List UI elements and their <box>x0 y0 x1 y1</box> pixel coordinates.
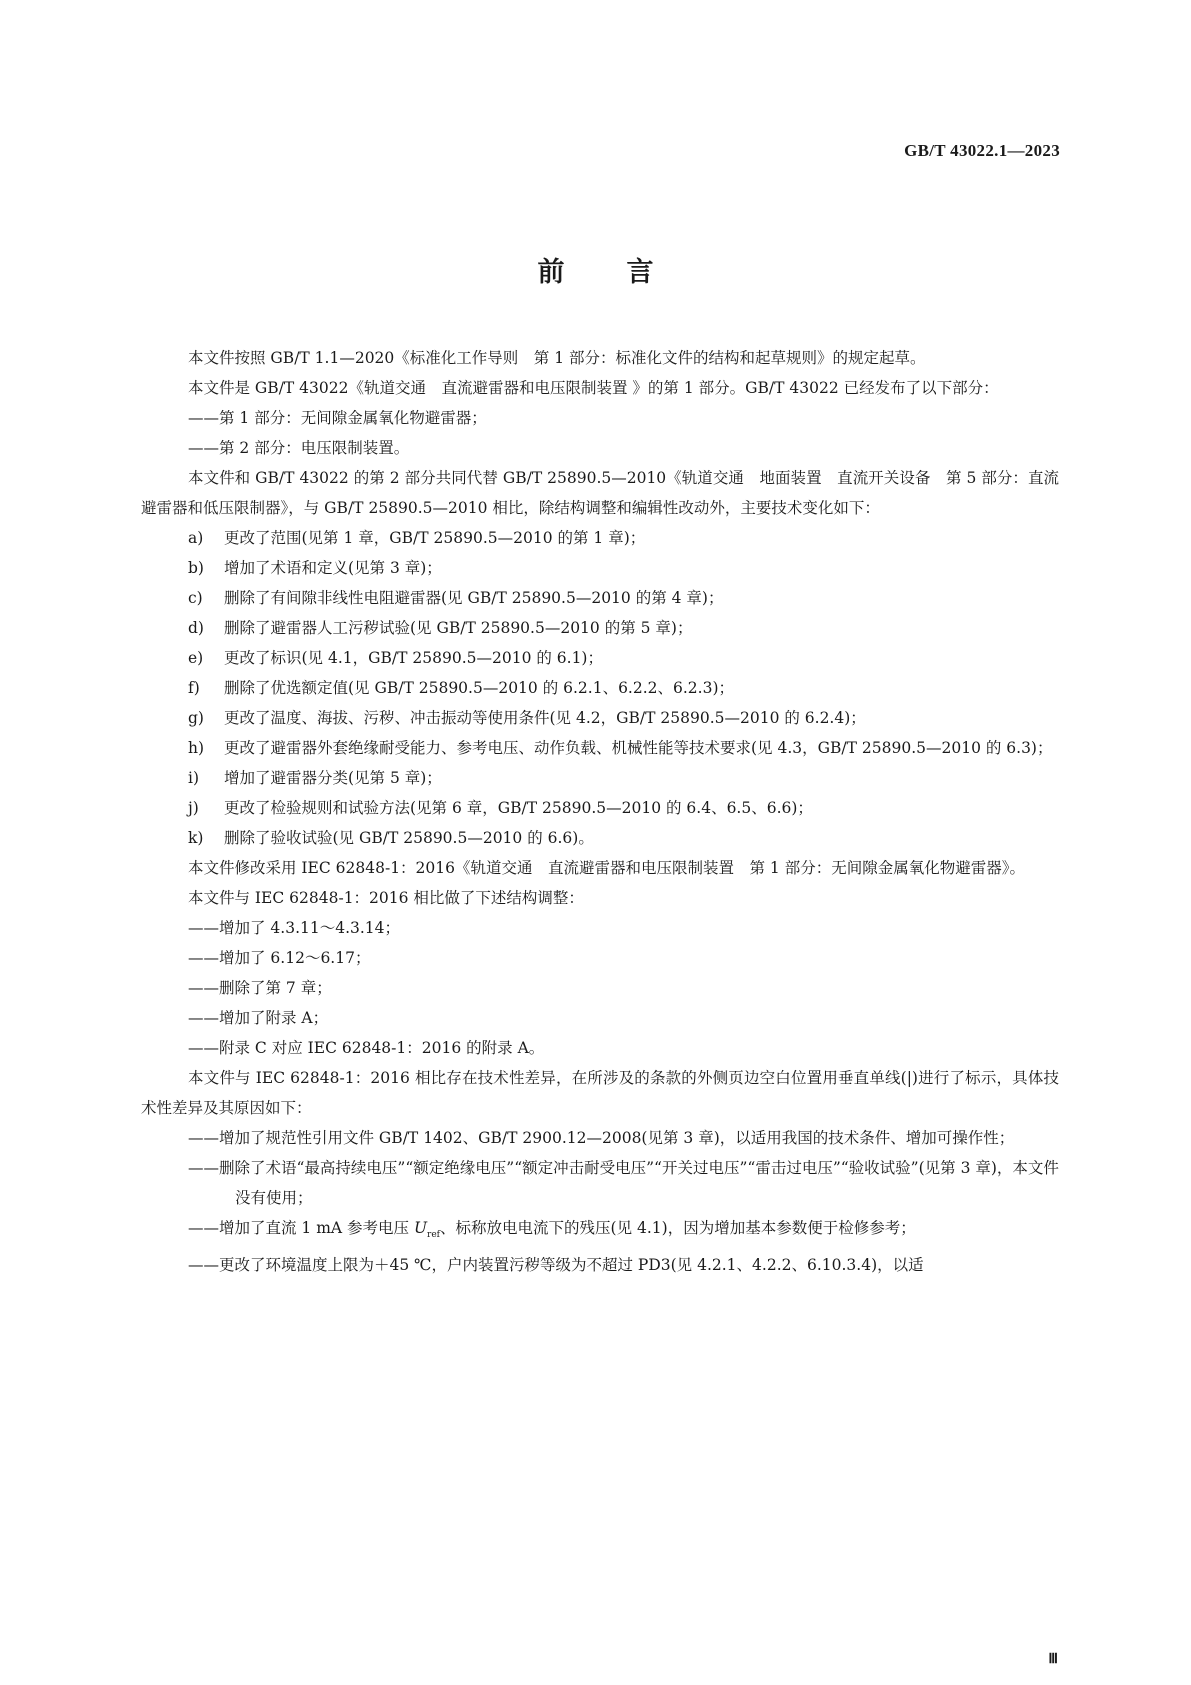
dash-mark: —— <box>188 1009 219 1027</box>
list-item-text: 删除了第 7 章； <box>219 979 332 997</box>
dash-mark: —— <box>188 919 219 937</box>
list-item <box>141 763 1059 793</box>
list-item-text: 增加了直流 1 mA 参考电压 <box>219 1219 414 1237</box>
list-item-text: 第 2 部分：电压限制装置。 <box>219 439 410 457</box>
paragraph: 本文件和 GB/T 43022 的第 2 部分共同代替 GB/T 25890.5—2010《轨道交通 地面装置 直流开关设备 第 5 部分：直流避雷器和低压限制器》，与 GB/T 25890.5—2010 相比，除结构调整和编辑性改动外，主要技术变化如下： <box>141 469 1059 517</box>
dash-mark: —— <box>188 979 219 997</box>
list-item-text: 更改了范围(见第 1 章，GB/T 25890.5—2010 的第 1 章)； <box>224 529 646 547</box>
list-item-text: 增加了附录 A； <box>219 1009 329 1027</box>
dash-mark: —— <box>188 1129 219 1147</box>
list-item <box>141 1033 1059 1063</box>
list-item <box>141 673 1059 703</box>
list-item <box>141 523 1059 553</box>
list-item <box>141 403 1059 433</box>
list-item-text: 更改了温度、海拔、污秽、冲击振动等使用条件(见 4.2，GB/T 25890.5—2010 的 6.2.4)； <box>224 709 866 727</box>
list-item <box>141 823 1059 853</box>
list-item-text: 删除了优选额定值(见 GB/T 25890.5—2010 的 6.2.1、6.2.2、6.2.3)； <box>224 679 734 697</box>
list-item <box>141 433 1059 463</box>
list-item <box>141 643 1059 673</box>
list-item-text: 增加了术语和定义(见第 3 章)； <box>224 559 442 577</box>
list-item-text: 更改了标识(见 4.1，GB/T 25890.5—2010 的 6.1)； <box>224 649 603 667</box>
list-item <box>141 1123 1059 1153</box>
list-item-text: 增加了规范性引用文件 GB/T 1402、GB/T 2900.12—2008(见第 3 章)，以适用我国的技术条件、增加可操作性； <box>219 1129 1015 1147</box>
paragraph: 本文件修改采用 IEC 62848-1：2016《轨道交通 直流避雷器和电压限制装置 第 1 部分：无间隙金属氧化物避雷器》。 <box>188 859 1025 877</box>
dash-mark: —— <box>188 949 219 967</box>
paragraph: 本文件与 IEC 62848-1：2016 相比存在技术性差异，在所涉及的条款的外侧页边空白位置用垂直单线(|)进行了标示，具体技术性差异及其原因如下： <box>141 1069 1059 1117</box>
symbol-subscript: ref <box>427 1230 441 1241</box>
list-item <box>141 793 1059 823</box>
list-item <box>141 703 1059 733</box>
list-item-text: 删除了避雷器人工污秽试验(见 GB/T 25890.5—2010 的第 5 章)； <box>224 619 693 637</box>
list-item-text: 第 1 部分：无间隙金属氧化物避雷器； <box>219 409 487 427</box>
symbol-u: U <box>413 1219 428 1237</box>
dash-mark: —— <box>188 1256 219 1275</box>
list-item <box>141 1003 1059 1033</box>
list-item-label: d) <box>188 619 204 637</box>
paragraph: 本文件与 IEC 62848-1：2016 相比做了下述结构调整： <box>188 889 584 907</box>
list-item <box>141 1153 1059 1213</box>
list-item <box>141 943 1059 973</box>
list-item-label: i) <box>188 769 200 787</box>
dash-mark: —— <box>188 1039 219 1057</box>
list-item-label: g) <box>188 709 204 727</box>
dash-mark: —— <box>188 1159 219 1177</box>
list-item-label: a) <box>188 529 204 547</box>
dash-mark: —— <box>188 409 219 427</box>
list-item-label: c) <box>188 589 203 607</box>
list-item-text: 更改了避雷器外套绝缘耐受能力、参考电压、动作负载、机械性能等技术要求(见 4.3，GB/T 25890.5—2010 的 6.3)； <box>224 739 1053 757</box>
list-item-label: j) <box>188 799 199 817</box>
list-item <box>141 583 1059 613</box>
list-item <box>141 733 1059 763</box>
list-item-label: f) <box>188 679 200 697</box>
page-title: 前言 <box>537 257 716 288</box>
list-item-text: 更改了检验规则和试验方法(见第 6 章，GB/T 25890.5—2010 的 6.4、6.5、6.6)； <box>224 799 813 817</box>
paragraph: 本文件按照 GB/T 1.1—2020《标准化工作导则 第 1 部分：标准化文件的结构和起草规则》的规定起草。 <box>188 349 926 367</box>
list-item-text: 更改了环境温度上限为＋45 ℃，户内装置污秽等级为不超过 PD3(见 4.2.1、4.2.2、6.10.3.4)，以适 <box>219 1256 924 1275</box>
list-item <box>141 973 1059 1003</box>
dash-mark: —— <box>188 1219 219 1237</box>
list-item-text: 删除了术语“最高持续电压”“额定绝缘电压”“额定冲击耐受电压”“开关过电压”“雷击过电压”“验收试验”(见第 3 章)，本文件没有使用； <box>219 1159 1059 1207</box>
list-item <box>141 553 1059 583</box>
list-item-label: e) <box>188 649 204 667</box>
list-item-text: 删除了验收试验(见 GB/T 25890.5—2010 的 6.6)。 <box>224 829 594 847</box>
list-item-text: 删除了有间隙非线性电阻避雷器(见 GB/T 25890.5—2010 的第 4 章)； <box>224 589 724 607</box>
paragraph: 本文件是 GB/T 43022《轨道交通 直流避雷器和电压限制装置 》的第 1 部分。GB/T 43022 已经发布了以下部分： <box>188 379 999 397</box>
list-item <box>141 913 1059 943</box>
document-body <box>141 343 1059 1280</box>
list-item <box>141 1250 1059 1280</box>
standard-code: GB/T 43022.1—2023 <box>904 141 1060 160</box>
dash-mark: —— <box>188 439 219 457</box>
list-item-text: 增加了 6.12～6.17； <box>219 949 371 967</box>
list-item-label: b) <box>188 559 204 577</box>
page-number: Ⅲ <box>1048 1652 1058 1667</box>
list-item <box>141 1213 1059 1250</box>
list-item-text: 增加了 4.3.11～4.3.14； <box>219 919 401 937</box>
list-item-text: 增加了避雷器分类(见第 5 章)； <box>224 769 442 787</box>
list-item-label: h) <box>188 739 205 757</box>
list-item <box>141 613 1059 643</box>
list-item-label: k) <box>188 829 204 847</box>
list-item-text: 附录 C 对应 IEC 62848-1：2016 的附录 A。 <box>219 1039 545 1057</box>
list-item-text: 、标称放电电流下的残压(见 4.1)，因为增加基本参数便于检修参考； <box>440 1219 916 1237</box>
